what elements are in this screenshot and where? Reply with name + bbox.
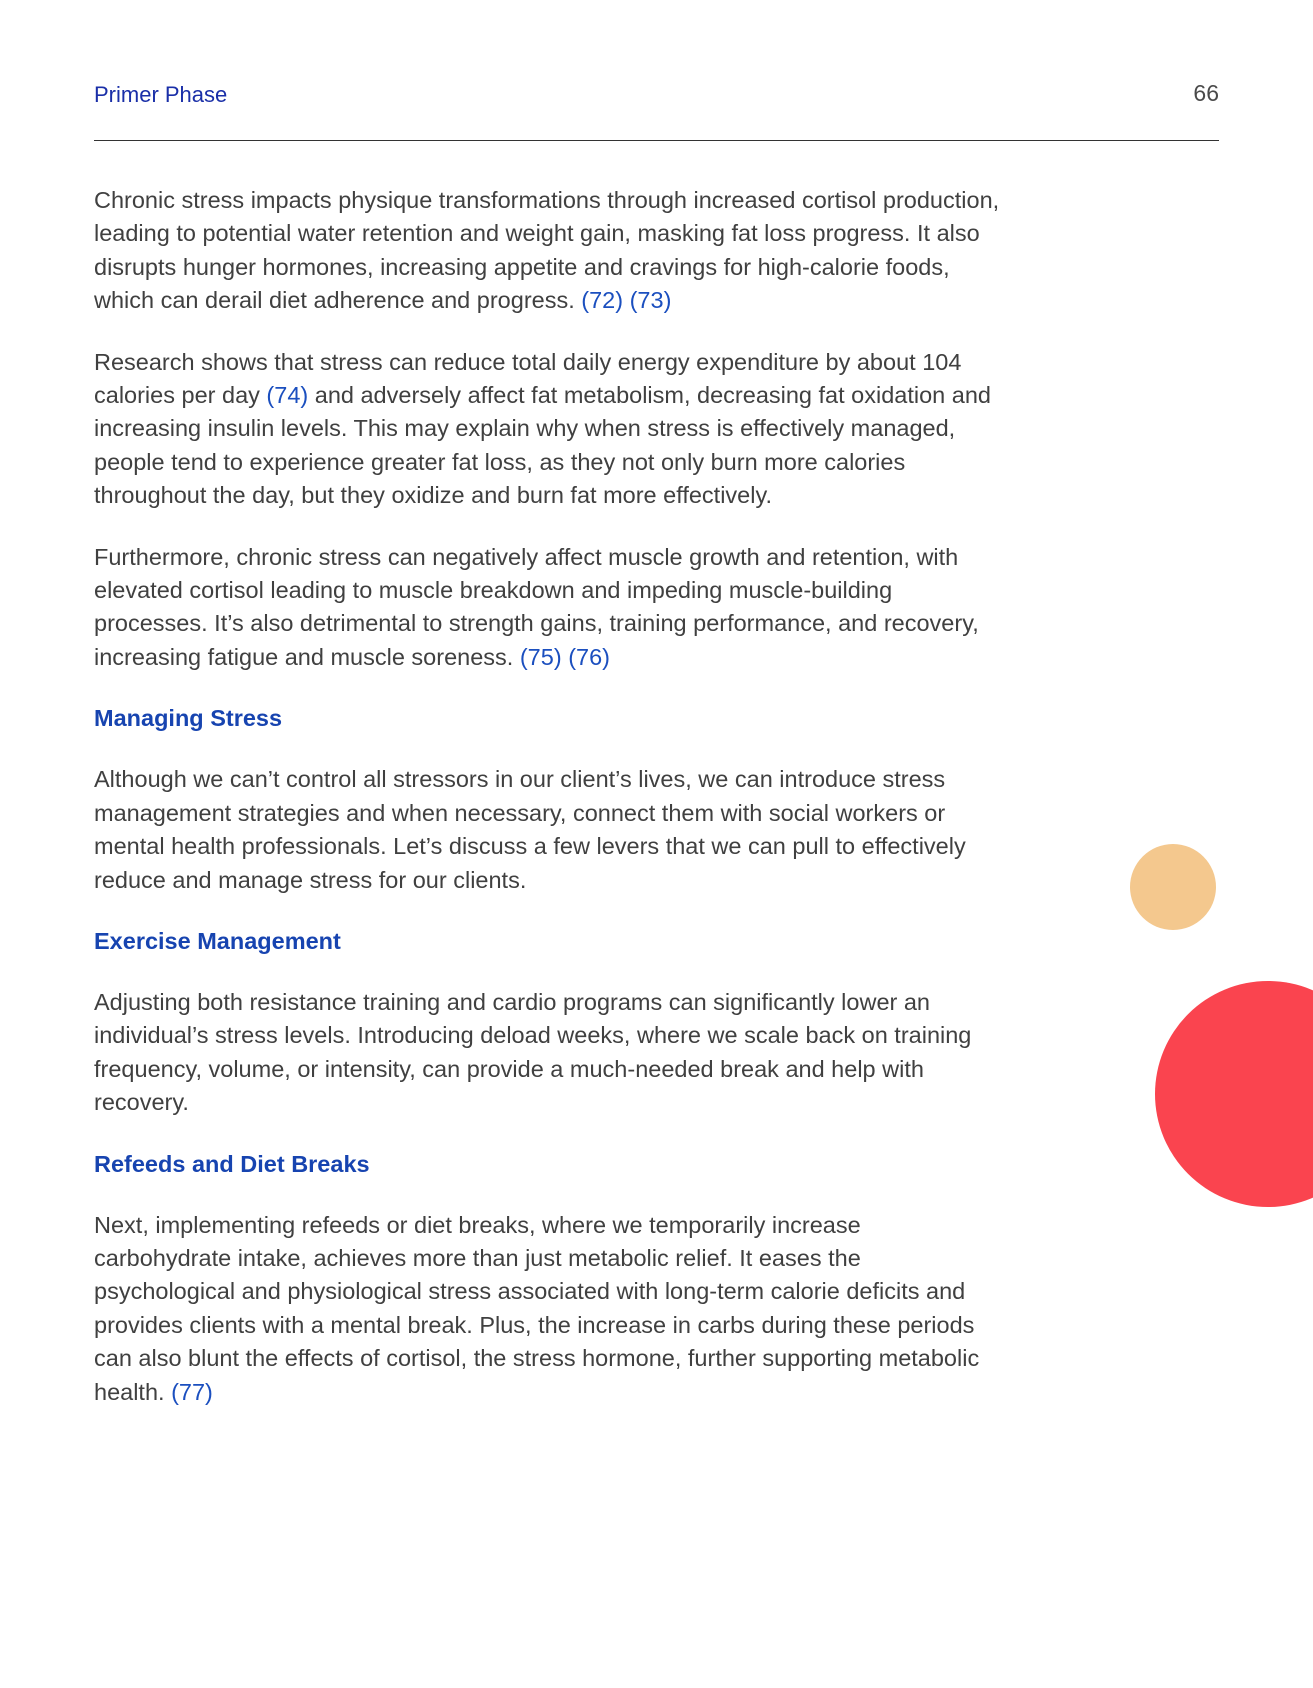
paragraph-text: Next, implementing refeeds or diet breaks, where we temporarily increase carbohydrate intake, achieves more than just metabolic relief. It eases the psychological and physiological stress associated with long-term calorie deficits and provides clients with a mental break. Plus, the increase in carbs during these periods can also blunt the effects of cortisol, the stress hormone, further supporting metabolic health. bbox=[94, 1211, 980, 1405]
citation-link[interactable]: (76) bbox=[568, 643, 610, 670]
heading-refeeds: Refeeds and Diet Breaks bbox=[94, 1150, 370, 1177]
decorative-orange-dot bbox=[1130, 844, 1216, 930]
citation-link[interactable]: (74) bbox=[266, 382, 309, 409]
heading-exercise-management: Exercise Management bbox=[94, 927, 341, 954]
decorative-red-circle bbox=[1155, 981, 1313, 1207]
paragraph-text: and adversely affect fat metabolism, decreasing fat oxidation and increasing insulin levels. This may explain why when stress is effectively managed, people tend to experience greater fat loss, as they not only burn more calories throughout the day, but they oxidize and burn fat more effectively. bbox=[94, 382, 991, 509]
paragraph-exercise bbox=[94, 986, 1004, 1120]
citation-link[interactable]: (75) bbox=[519, 643, 562, 670]
paragraph-text: Furthermore, chronic stress can negatively affect muscle growth and retention, with elevated cortisol leading to muscle breakdown and impeding muscle-building processes. It’s also detrimental to strength gains, training performance, and recovery, increasing fatigue and muscle soreness. bbox=[94, 543, 979, 670]
paragraph-text: Adjusting both resistance training and cardio programs can significantly lower an individual’s stress levels. Introducing deload weeks, where we scale back on training frequency, volume, or intensity, can provide a much-needed break and help with recovery. bbox=[94, 988, 972, 1116]
citation-link[interactable]: (77) bbox=[171, 1378, 213, 1405]
paragraph-text: Chronic stress impacts physique transformations through increased cortisol production, leading to potential water retention and weight gain, masking fat loss progress. It also disrupts hunger hormones, increasing appetite and cravings for high-calorie foods, which can derail diet adherence and progress. bbox=[94, 187, 1000, 314]
heading-managing-stress: Managing Stress bbox=[94, 705, 283, 732]
paragraph-muscle bbox=[94, 541, 1004, 675]
main-content bbox=[94, 184, 1004, 1437]
citation-link[interactable]: (73) bbox=[629, 287, 672, 314]
paragraph-research bbox=[94, 346, 1004, 513]
page-header bbox=[94, 78, 1219, 142]
paragraph-refeeds bbox=[94, 1209, 1004, 1409]
paragraph-managing bbox=[94, 763, 1004, 897]
header-divider bbox=[94, 140, 1219, 141]
page-number: 66 bbox=[1193, 80, 1219, 106]
paragraph-text: Although we can’t control all stressors in our client’s lives, we can introduce stress management strategies and when necessary, connect them with social workers or mental health professionals. Let’s discuss a few levers that we can pull to effectively reduce and manage stress for our clients. bbox=[94, 766, 966, 893]
paragraph-chronic-stress bbox=[94, 184, 1004, 318]
citation-link[interactable]: (72) bbox=[581, 287, 624, 314]
section-label: Primer Phase bbox=[94, 82, 228, 107]
paragraph-text: Research shows that stress can reduce total daily energy expenditure by about 104 calories per day bbox=[94, 348, 962, 409]
